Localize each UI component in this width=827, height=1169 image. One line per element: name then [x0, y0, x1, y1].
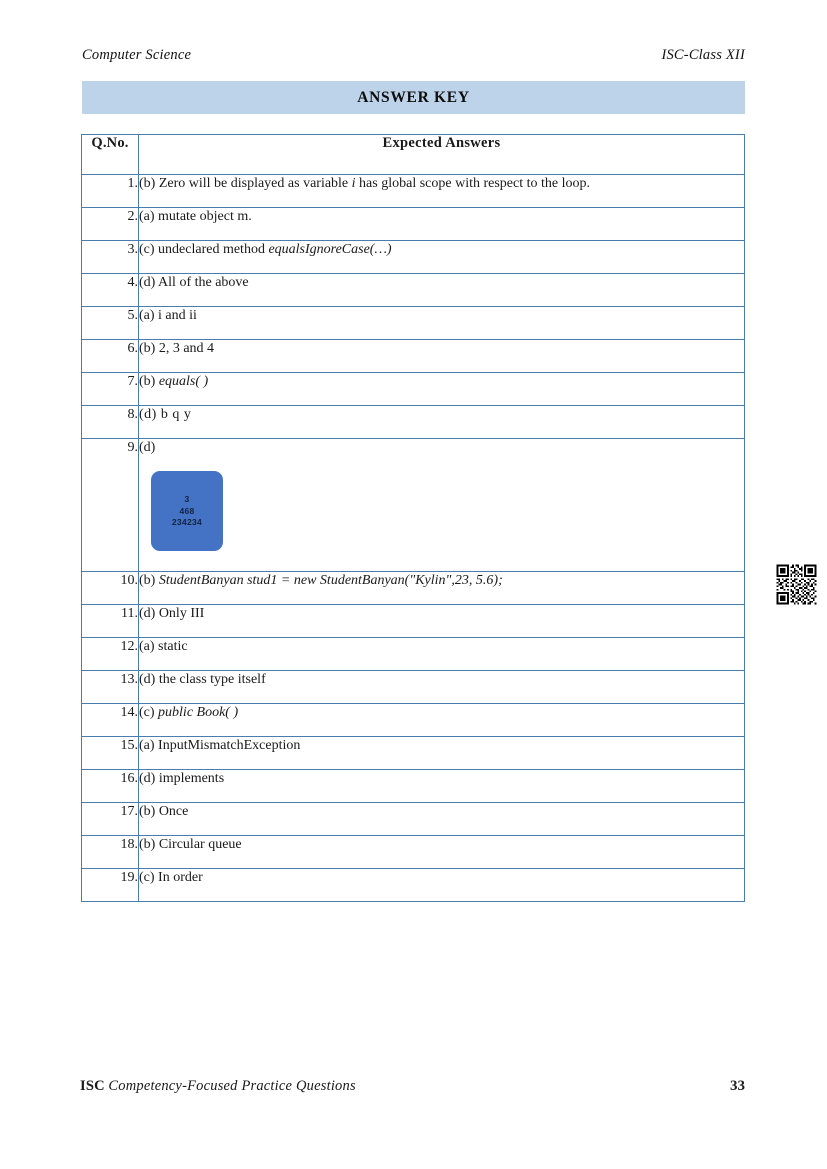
answer-text	[139, 341, 214, 356]
expected-answer	[139, 737, 745, 770]
expected-answer	[139, 572, 745, 605]
answer-emphasis: i	[351, 176, 356, 191]
table-row	[82, 406, 745, 439]
answer-text	[139, 804, 188, 819]
running-head-class: ISC-Class XII	[661, 47, 745, 63]
expected-answer	[139, 307, 745, 340]
running-head	[82, 47, 745, 64]
table-row	[82, 340, 745, 373]
answer-plain: (a) mutate object m.	[139, 209, 252, 224]
question-number: 19.	[82, 869, 139, 902]
program-output-box	[151, 471, 223, 551]
program-output-line: 468	[179, 505, 195, 516]
answer-text	[139, 440, 155, 455]
answer-text	[139, 308, 197, 323]
table-row	[82, 737, 745, 770]
question-number: 12.	[82, 638, 139, 671]
expected-answer	[139, 869, 745, 902]
expected-answer	[139, 770, 745, 803]
answer-plain: (b)	[139, 573, 159, 588]
answer-plain: (c) undeclared method	[139, 242, 269, 257]
table-row	[82, 175, 745, 208]
table-row	[82, 770, 745, 803]
expected-answer	[139, 803, 745, 836]
table-row	[82, 274, 745, 307]
answer-emphasis: StudentBanyan stud1 = new StudentBanyan("Kylin",23, 5.6);	[158, 573, 503, 588]
table-row	[82, 373, 745, 406]
table-row	[82, 605, 745, 638]
question-number: 7.	[82, 373, 139, 406]
question-number: 14.	[82, 704, 139, 737]
expected-answer	[139, 373, 745, 406]
question-number: 9.	[82, 439, 139, 572]
answer-plain-tail: has global scope with respect to the loop.	[355, 176, 590, 191]
question-number: 2.	[82, 208, 139, 241]
question-number: 10.	[82, 572, 139, 605]
footer	[80, 1078, 745, 1095]
question-number: 16.	[82, 770, 139, 803]
answer-plain: (b) Once	[139, 804, 189, 819]
expected-answer	[139, 836, 745, 869]
answer-plain: (a) InputMismatchException	[139, 738, 301, 753]
page-number: 33	[730, 1078, 745, 1094]
question-number: 6.	[82, 340, 139, 373]
answer-plain: (d)	[139, 440, 156, 455]
expected-answer	[139, 175, 745, 208]
answer-plain: (d) implements	[139, 771, 225, 786]
question-number: 15.	[82, 737, 139, 770]
answer-plain: (c) In order	[139, 870, 203, 885]
answer-emphasis: equals( )	[158, 374, 209, 389]
answer-plain: (a) static	[139, 639, 188, 654]
expected-answer	[139, 638, 745, 671]
answer-plain: (b) Zero will be displayed as variable	[139, 176, 352, 191]
answer-text	[139, 672, 266, 687]
answer-key-banner	[82, 81, 745, 114]
expected-answer	[139, 241, 745, 274]
question-number: 4.	[82, 274, 139, 307]
expected-answer	[139, 406, 745, 439]
answer-text	[139, 275, 249, 290]
question-number: 13.	[82, 671, 139, 704]
table-row	[82, 307, 745, 340]
answer-key-title: ANSWER KEY	[357, 88, 470, 106]
answer-plain: (c)	[139, 705, 159, 720]
program-output-line: 234234	[171, 517, 203, 528]
answer-text	[139, 771, 224, 786]
question-number: 18.	[82, 836, 139, 869]
answer-text	[139, 176, 590, 191]
answer-text	[139, 242, 392, 257]
table-row	[82, 439, 745, 572]
question-number: 17.	[82, 803, 139, 836]
expected-answer	[139, 340, 745, 373]
running-head-subject: Computer Science	[82, 47, 192, 63]
expected-answer	[139, 274, 745, 307]
answer-text	[139, 407, 191, 422]
expected-answer	[139, 439, 745, 572]
answer-emphasis: equalsIgnoreCase(…)	[268, 242, 392, 257]
table-row	[82, 638, 745, 671]
table-row	[82, 836, 745, 869]
expected-answer	[139, 704, 745, 737]
question-number: 11.	[82, 605, 139, 638]
question-number: 3.	[82, 241, 139, 274]
question-number: 5.	[82, 307, 139, 340]
footer-title	[80, 1078, 356, 1095]
footer-subtitle: Competency-Focused Practice Questions	[108, 1078, 356, 1094]
table-row	[82, 803, 745, 836]
answer-text	[139, 374, 208, 389]
answer-text	[139, 837, 242, 852]
expected-answer	[139, 605, 745, 638]
answer-plain: (b) 2, 3 and 4	[139, 341, 215, 356]
answer-plain: (d) All of the above	[139, 275, 249, 290]
answer-key-table	[81, 134, 745, 902]
question-number: 8.	[82, 406, 139, 439]
column-header-expected-answers: Expected Answers	[139, 135, 745, 175]
answer-text	[139, 209, 252, 224]
answer-plain: (a) i and ii	[139, 308, 197, 323]
table-row	[82, 208, 745, 241]
answer-plain: (b)	[139, 374, 159, 389]
table-row	[82, 671, 745, 704]
answer-plain: (d) Only III	[139, 606, 205, 621]
table-header-row	[82, 135, 745, 175]
answer-plain: (d) the class type itself	[139, 672, 266, 687]
expected-answer	[139, 208, 745, 241]
table-row	[82, 241, 745, 274]
answer-emphasis: public Book( )	[158, 705, 239, 720]
expected-answer	[139, 671, 745, 704]
answer-text	[139, 573, 503, 588]
program-output-line: 3	[184, 494, 190, 505]
table-row	[82, 704, 745, 737]
answer-text	[139, 870, 203, 885]
table-body	[82, 175, 745, 902]
column-header-qno: Q.No.	[82, 135, 139, 175]
answer-plain: (d) b q y	[139, 407, 192, 422]
table-row	[82, 572, 745, 605]
answer-text	[139, 738, 300, 753]
table-row	[82, 869, 745, 902]
qr-code[interactable]	[775, 563, 818, 606]
footer-brand: ISC	[80, 1078, 105, 1094]
question-number: 1.	[82, 175, 139, 208]
answer-text	[139, 606, 204, 621]
answer-text	[139, 705, 238, 720]
answer-plain: (b) Circular queue	[139, 837, 242, 852]
answer-text	[139, 639, 188, 654]
